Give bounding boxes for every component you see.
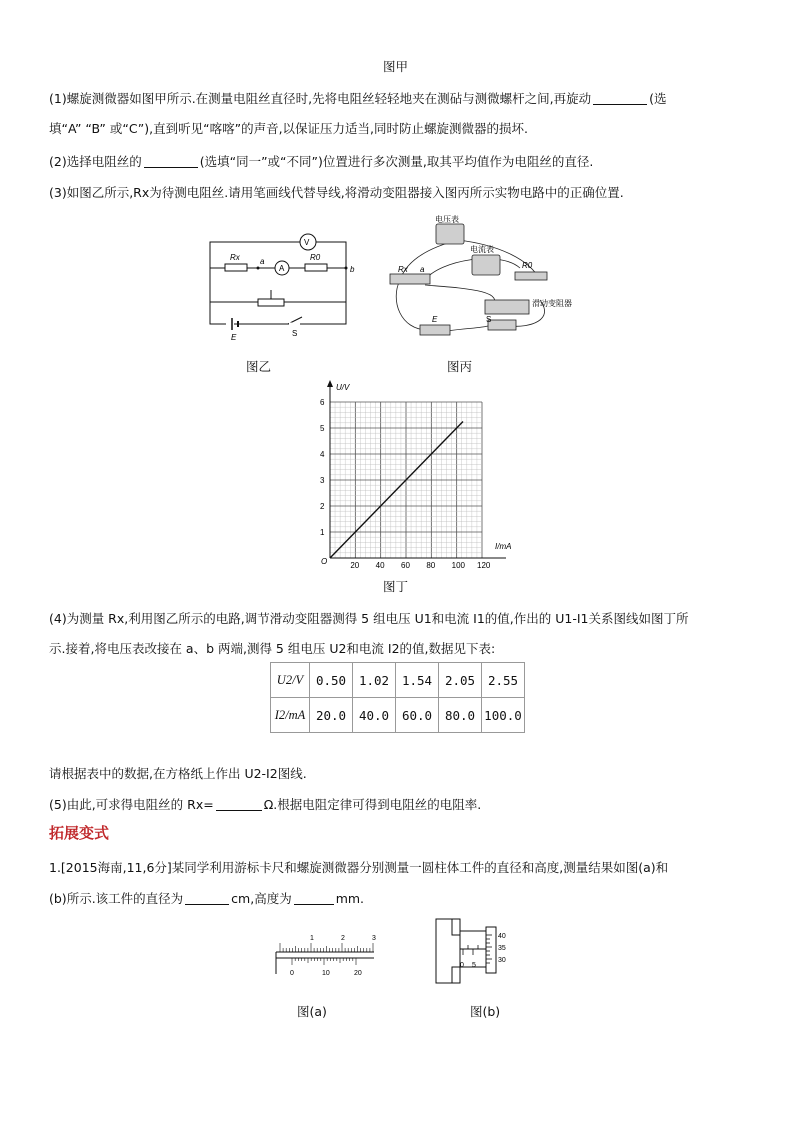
caption-b: 图(b) — [470, 1004, 501, 1019]
table-cell: 100.0 — [482, 698, 525, 733]
y-tick-label: 4 — [320, 450, 325, 459]
table-row — [271, 663, 525, 698]
label-r0: R0 — [522, 261, 533, 270]
answer-blank[interactable] — [593, 92, 647, 105]
table-cell: 40.0 — [353, 698, 396, 733]
answer-blank[interactable] — [185, 892, 229, 905]
e1-text-c: cm,高度为 — [231, 891, 292, 906]
question-3: (3)如图乙所示,Rx为待测电阻丝.请用笔画线代替导线,将滑动变阻器接入图丙所示实物电路中的正确位置. — [49, 185, 624, 200]
thimble-label-40: 40 — [498, 933, 506, 940]
table-cell: 1.02 — [353, 663, 396, 698]
q5-text-b: Ω.根据电阻定律可得到电阻丝的电阻率. — [263, 797, 482, 812]
table-head-u2: U2/V — [271, 663, 310, 698]
answer-blank[interactable] — [294, 892, 334, 905]
micrometer-figure — [432, 915, 522, 987]
q2-text-b: (选填“同一”或“不同”)位置进行多次测量,取其平均值作为电阻丝的直径. — [199, 154, 594, 169]
q1-text-b: (选 — [649, 91, 667, 106]
ammeter-symbol: A — [279, 264, 285, 273]
y-axis-arrow — [327, 380, 333, 387]
y-tick-label: 6 — [320, 398, 325, 407]
sleeve-label-5: 5 — [472, 962, 476, 969]
label-a: a — [420, 265, 425, 274]
label-e: E — [432, 315, 438, 324]
table-cell: 20.0 — [310, 698, 353, 733]
chart-ding — [312, 378, 512, 574]
table-cell: 80.0 — [439, 698, 482, 733]
x-tick-label: 120 — [477, 561, 491, 570]
label-ammeter: 电流表 — [470, 245, 494, 254]
thimble-label-35: 35 — [498, 945, 506, 952]
question-1-line-1 — [49, 89, 667, 107]
caption-bing: 图丙 — [447, 359, 473, 374]
question-4-instruction: 请根据表中的数据,在方格纸上作出 U2-I2图线. — [49, 766, 307, 781]
vernier-caliper-figure — [270, 930, 380, 980]
table-cell: 2.05 — [439, 663, 482, 698]
x-tick-label: 60 — [401, 561, 410, 570]
voltmeter-symbol: V — [304, 238, 310, 247]
label-b: b — [350, 265, 355, 274]
label-voltmeter: 电压表 — [435, 215, 459, 224]
circuit-diagram-yi — [200, 222, 360, 352]
sleeve-label-0: 0 — [460, 962, 464, 969]
answer-blank[interactable] — [144, 155, 198, 168]
x-tick-label: 80 — [426, 561, 436, 570]
label-rx: Rx — [230, 253, 240, 262]
question-2 — [49, 152, 593, 170]
y-axis-label: U/V — [336, 383, 350, 392]
label-rx: Rx — [398, 265, 408, 274]
label-r0: R0 — [310, 253, 321, 262]
vernier-scale-label: 0 — [290, 970, 294, 977]
y-tick-label: 1 — [320, 528, 325, 537]
caption-ding: 图丁 — [383, 579, 409, 594]
origin-label: O — [321, 557, 328, 566]
table-cell: 2.55 — [482, 663, 525, 698]
table-cell: 60.0 — [396, 698, 439, 733]
thimble-label-30: 30 — [498, 957, 506, 964]
data-table — [270, 662, 525, 733]
y-tick-label: 5 — [320, 424, 325, 433]
circuit-photo-bing — [380, 210, 600, 350]
main-scale-label: 1 — [310, 935, 314, 942]
x-tick-label: 40 — [375, 561, 385, 570]
exercise-1-line-1: 1.[2015海南,11,6分]某同学利用游标卡尺和螺旋测微器分别测量一圆柱体工件的直径和高度,测量结果如图(a)和 — [49, 860, 669, 875]
answer-blank[interactable] — [216, 798, 262, 811]
vernier-scale-label: 20 — [354, 970, 362, 977]
q5-text-a: (5)由此,可求得电阻丝的 Rx= — [49, 797, 214, 812]
label-e: E — [231, 333, 237, 342]
table-cell: 1.54 — [396, 663, 439, 698]
vernier-scale-label: 10 — [322, 970, 330, 977]
e1-text-b: (b)所示.该工件的直径为 — [49, 891, 184, 906]
figure-title-jia: 图甲 — [383, 59, 409, 74]
question-4-line-1: (4)为测量 Rx,利用图乙所示的电路,调节滑动变阻器测得 5 组电压 U1和电流 I1的值,作出的 U1-I1关系图线如图丁所 — [49, 611, 689, 626]
y-tick-label: 2 — [320, 502, 325, 511]
q1-text-a: (1)螺旋测微器如图甲所示.在测量电阻丝直径时,先将电阻丝轻轻地夹在测砧与测微螺杆之间,再旋动 — [49, 91, 592, 106]
x-tick-label: 100 — [451, 561, 466, 570]
table-row — [271, 698, 525, 733]
label-s: S — [292, 329, 298, 338]
x-tick-label: 20 — [350, 561, 360, 570]
main-scale-label: 3 — [372, 935, 376, 942]
series-line — [330, 422, 463, 559]
table-cell: 0.50 — [310, 663, 353, 698]
q2-text-a: (2)选择电阻丝的 — [49, 154, 142, 169]
caption-a: 图(a) — [297, 1004, 327, 1019]
label-rheostat: 滑动变阻器 — [532, 299, 572, 308]
question-5 — [49, 795, 481, 813]
y-tick-label: 3 — [320, 476, 325, 485]
label-s: S — [486, 315, 492, 324]
label-a: a — [260, 257, 265, 266]
question-4-line-2: 示.接着,将电压表改接在 a、b 两端,测得 5 组电压 U2和电流 I2的值,数据见下表: — [49, 641, 496, 656]
table-head-i2: I2/mA — [271, 698, 310, 733]
exercise-1-line-2 — [49, 889, 364, 907]
section-heading: 拓展变式 — [49, 824, 110, 842]
x-axis-label: I/mA — [495, 542, 512, 551]
e1-text-d: mm. — [335, 891, 365, 906]
main-scale-label: 2 — [341, 935, 345, 942]
caption-yi: 图乙 — [246, 359, 272, 374]
question-1-line-2: 填“A” “B” 或“C”),直到听见“喀喀”的声音,以保证压力适当,同时防止螺旋测微器的损坏. — [49, 121, 528, 136]
